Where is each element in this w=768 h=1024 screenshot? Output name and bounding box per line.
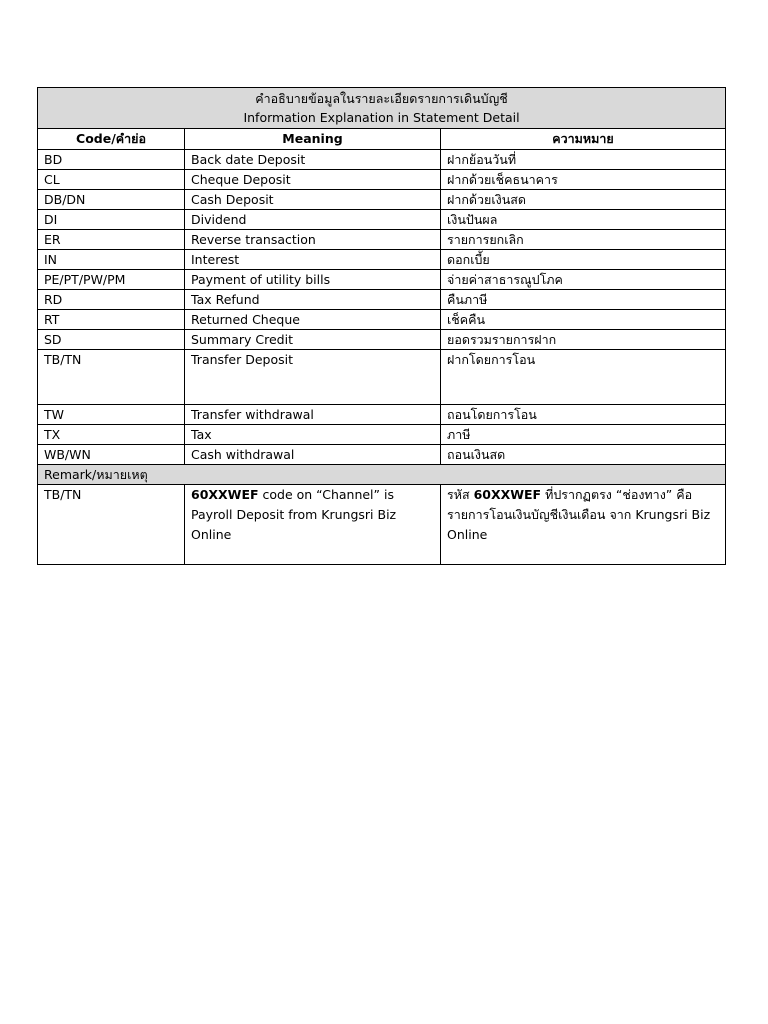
meaning-cell: Transfer withdrawal <box>185 405 441 425</box>
meaning-cell: Interest <box>185 250 441 270</box>
table-row <box>38 250 726 270</box>
code-cell: WB/WN <box>38 445 185 465</box>
thai-cell: ฝากโดยการโอน <box>441 350 726 405</box>
meaning-cell: Summary Credit <box>185 330 441 350</box>
remark-detail-row <box>38 485 726 565</box>
header-thai: ความหมาย <box>441 129 726 150</box>
remark-header-row <box>38 465 726 485</box>
code-cell: RT <box>38 310 185 330</box>
table-row <box>38 230 726 250</box>
meaning-cell: Returned Cheque <box>185 310 441 330</box>
table-row <box>38 350 726 405</box>
thai-cell: เงินปันผล <box>441 210 726 230</box>
code-cell: DI <box>38 210 185 230</box>
title-thai: คำอธิบายข้อมูลในรายละเอียดรายการเดินบัญชี <box>255 91 508 106</box>
remark-thai-text: ที่ปรากฏตรง “ช่องทาง” คือ รายการโอนเงินบัญชีเงินเดือน จาก Krungsri Biz Online <box>447 487 711 542</box>
thai-cell: ฝากด้วยเช็คธนาคาร <box>441 170 726 190</box>
thai-cell: ภาษี <box>441 425 726 445</box>
thai-cell: ถอนโดยการโอน <box>441 405 726 425</box>
code-cell: TW <box>38 405 185 425</box>
remark-thai-code: 60XXWEF <box>473 487 542 502</box>
code-cell: RD <box>38 290 185 310</box>
table-row <box>38 405 726 425</box>
code-cell: CL <box>38 170 185 190</box>
remark-meaning-cell <box>185 485 441 565</box>
meaning-cell: Reverse transaction <box>185 230 441 250</box>
table-row <box>38 330 726 350</box>
meaning-cell: Dividend <box>185 210 441 230</box>
meaning-cell: Cash Deposit <box>185 190 441 210</box>
code-cell: PE/PT/PW/PM <box>38 270 185 290</box>
code-cell: IN <box>38 250 185 270</box>
meaning-cell: Transfer Deposit <box>185 350 441 405</box>
thai-cell: ดอกเบี้ย <box>441 250 726 270</box>
remark-code-cell: TB/TN <box>38 485 185 565</box>
table-row <box>38 425 726 445</box>
meaning-cell: Back date Deposit <box>185 150 441 170</box>
meaning-cell: Cheque Deposit <box>185 170 441 190</box>
table-header-row <box>38 129 726 150</box>
thai-cell: ถอนเงินสด <box>441 445 726 465</box>
table-row <box>38 270 726 290</box>
table-title <box>38 88 726 129</box>
table-row <box>38 290 726 310</box>
remark-label: Remark/หมายเหตุ <box>38 465 726 485</box>
code-cell: SD <box>38 330 185 350</box>
thai-cell: จ่ายค่าสาธารณูปโภค <box>441 270 726 290</box>
table-row <box>38 210 726 230</box>
remark-thai-cell <box>441 485 726 565</box>
code-cell: ER <box>38 230 185 250</box>
table-row <box>38 190 726 210</box>
thai-cell: เช็คคืน <box>441 310 726 330</box>
table-row <box>38 310 726 330</box>
thai-cell: ยอดรวมรายการฝาก <box>441 330 726 350</box>
thai-cell: ฝากด้วยเงินสด <box>441 190 726 210</box>
remark-meaning-code: 60XXWEF <box>191 487 259 502</box>
meaning-cell: Payment of utility bills <box>185 270 441 290</box>
header-meaning: Meaning <box>185 129 441 150</box>
code-cell: DB/DN <box>38 190 185 210</box>
code-cell: TB/TN <box>38 350 185 405</box>
remark-meaning-text: code on “Channel” is Payroll Deposit from Krungsri Biz Online <box>191 487 397 542</box>
table-row <box>38 445 726 465</box>
statement-explanation-table <box>37 87 726 565</box>
remark-thai-prefix: รหัส <box>447 487 474 502</box>
thai-cell: รายการยกเลิก <box>441 230 726 250</box>
table-title-row <box>38 88 726 129</box>
table-row <box>38 170 726 190</box>
code-cell: BD <box>38 150 185 170</box>
meaning-cell: Tax Refund <box>185 290 441 310</box>
meaning-cell: Cash withdrawal <box>185 445 441 465</box>
title-english: Information Explanation in Statement Detail <box>243 110 520 125</box>
header-code: Code/คำย่อ <box>38 129 185 150</box>
thai-cell: ฝากย้อนวันที่ <box>441 150 726 170</box>
thai-cell: คืนภาษี <box>441 290 726 310</box>
code-cell: TX <box>38 425 185 445</box>
meaning-cell: Tax <box>185 425 441 445</box>
table-row <box>38 150 726 170</box>
